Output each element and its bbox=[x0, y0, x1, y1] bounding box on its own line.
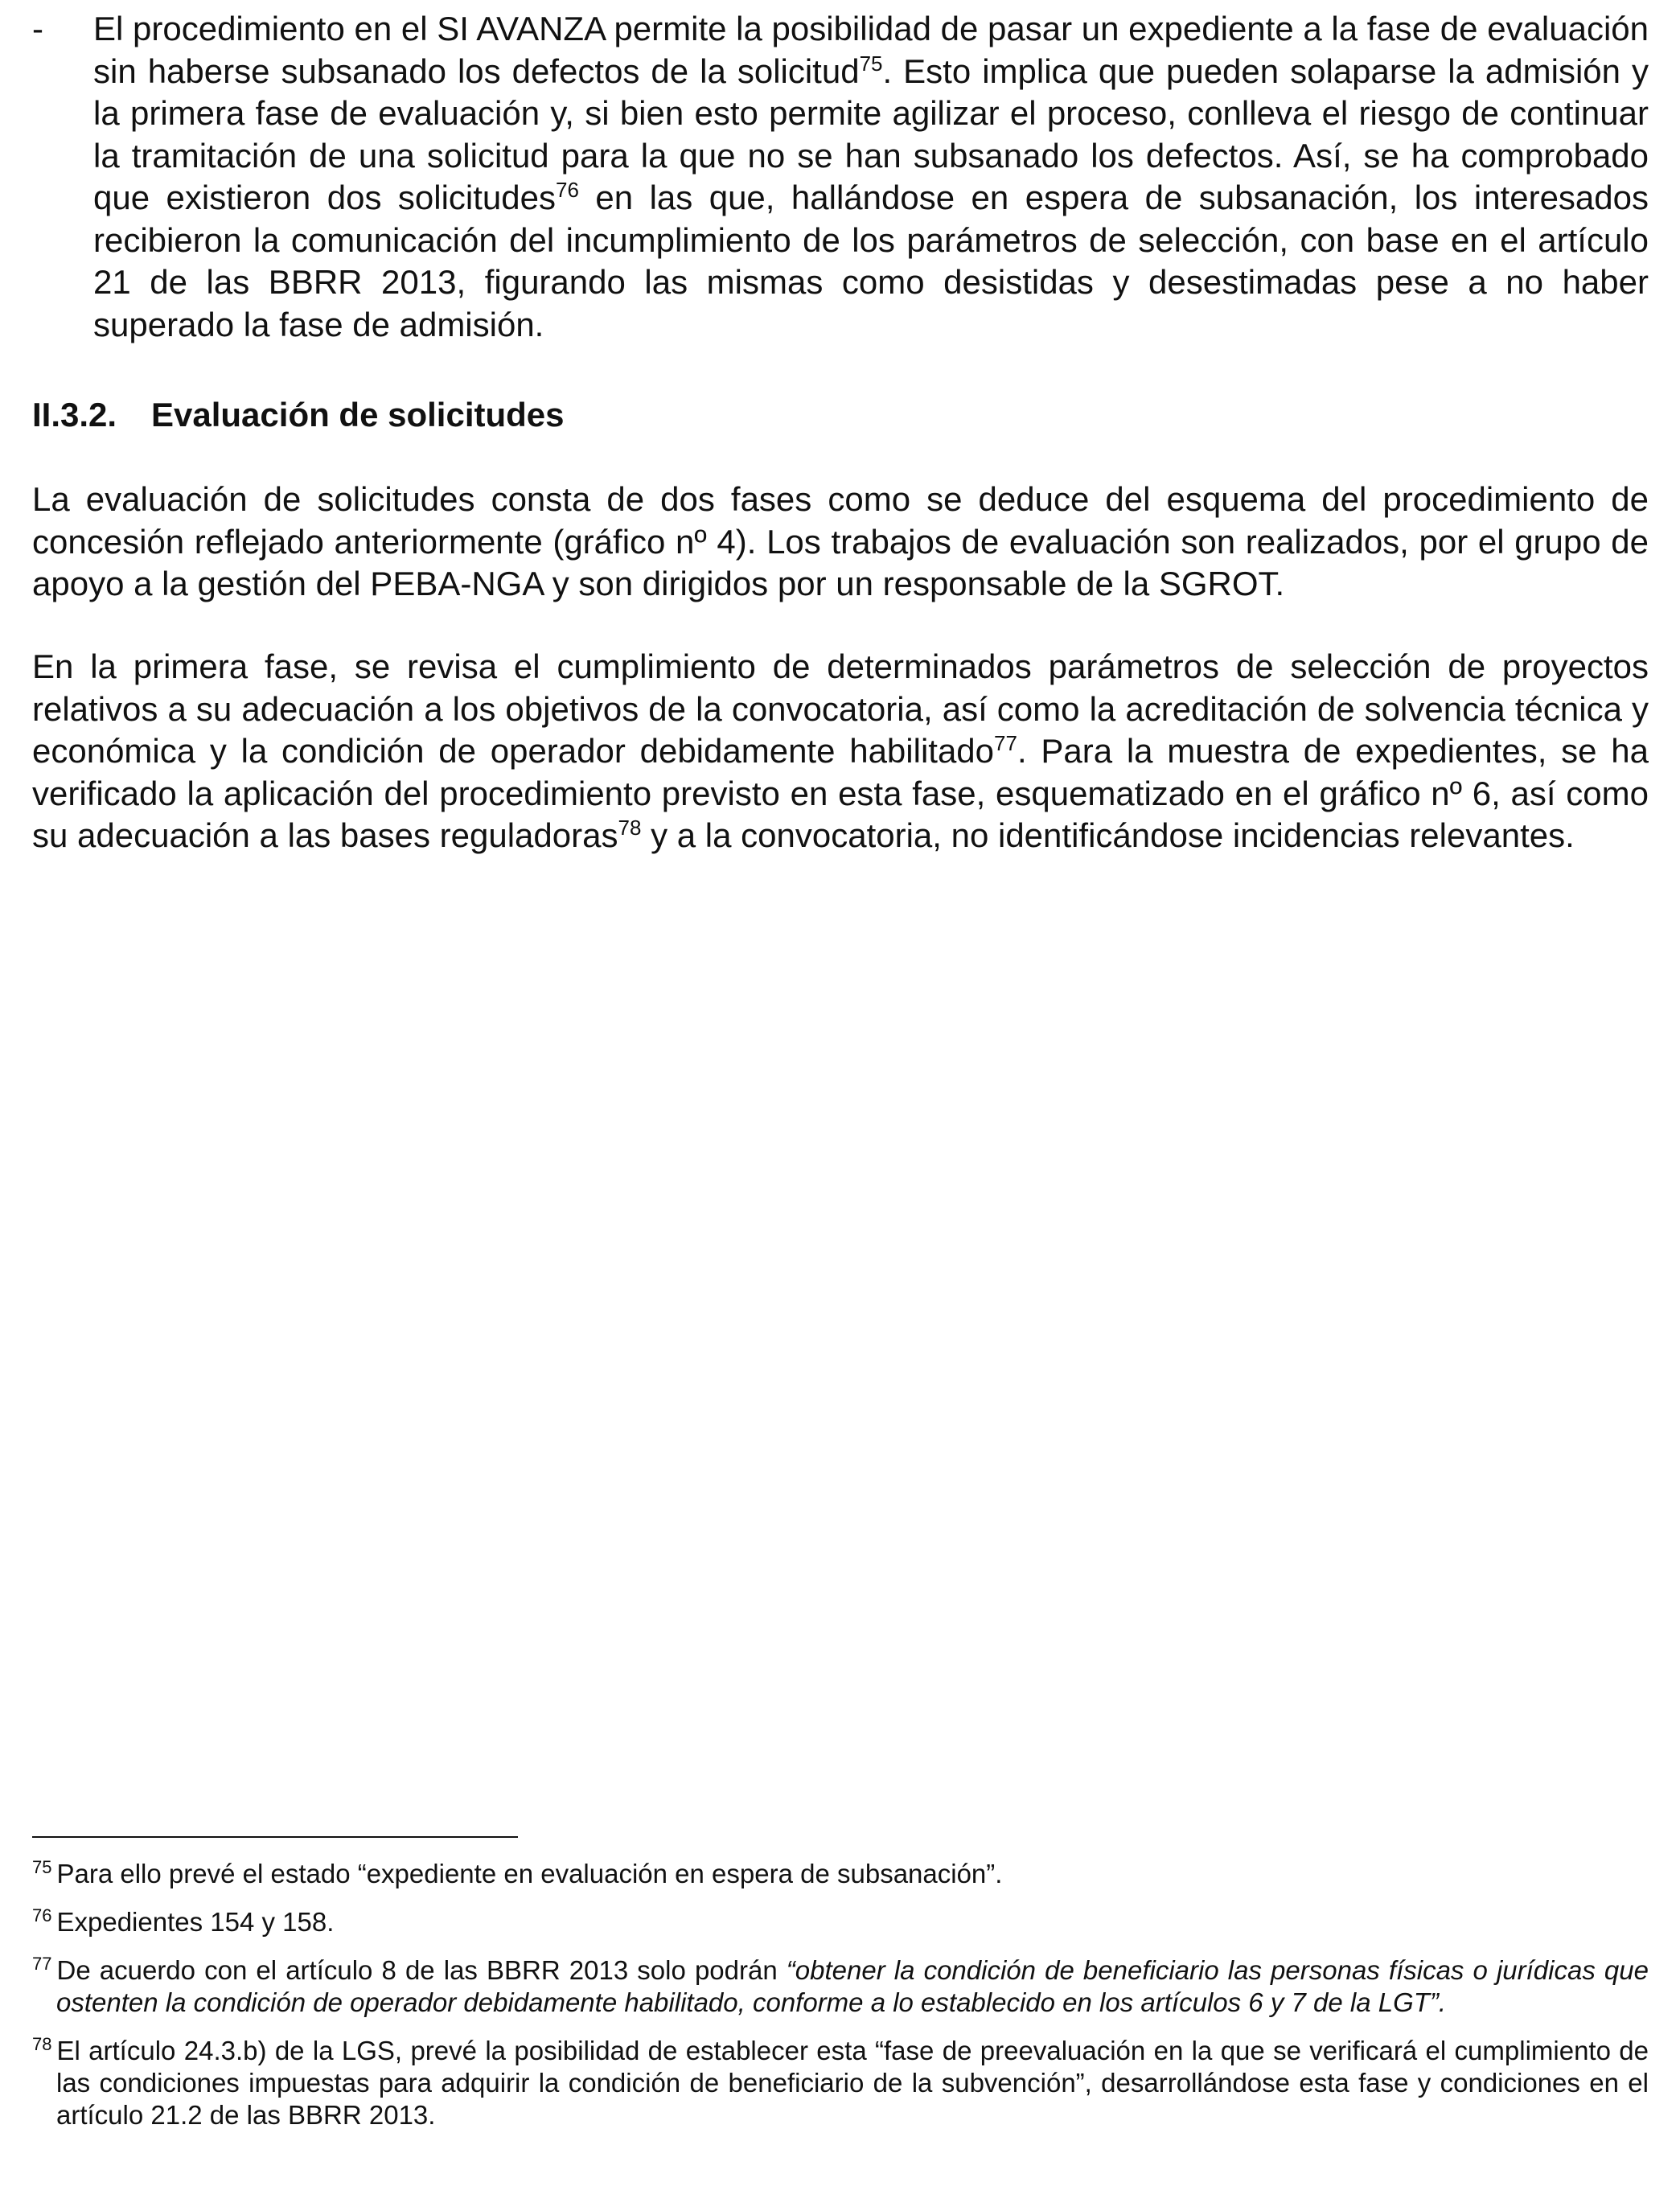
footnote-quote: “obtener la condición de beneficiario las personas físicas o jurídicas que ostenten la condición de operador debidamente habilitado, conforme a lo establecido en los artículos 6 y 7 de la LGT”. bbox=[56, 1955, 1649, 2017]
paragraph-2-text-2: . Para la muestra de expedientes, se ha verificado la aplicación del procedimiento previsto en esta fase, esquematizado en el gráfico nº 6, así como su adecuación a las bases reguladoras bbox=[32, 732, 1649, 854]
bullet-text-1: El procedimiento en el SI AVANZA permite la posibilidad de pasar un expediente a la fase de evaluación sin haberse subsanado los defectos de la solicitud bbox=[93, 10, 1649, 90]
footnote-ref-75[interactable]: 75 bbox=[859, 51, 883, 76]
section-number: II.3.2. bbox=[32, 396, 117, 434]
footnote-76 bbox=[32, 1906, 1649, 1938]
paragraph-2-text-3: y a la convocatoria, no identificándose incidencias relevantes. bbox=[641, 816, 1575, 854]
section-heading bbox=[32, 394, 565, 437]
paragraph-1-text: La evaluación de solicitudes consta de dos fases como se deduce del esquema del procedimiento de concesión reflejado anteriormente (gráfico nº 4). Los trabajos de evaluación son realizados, por el grupo de apoyo a la gestión del PEBA-NGA y son dirigidos por un responsable de la SGROT. bbox=[32, 480, 1649, 602]
footnote-ref-77[interactable]: 77 bbox=[994, 731, 1017, 755]
footnote-text: De acuerdo con el artículo 8 de las BBRR 2013 solo podrán bbox=[56, 1955, 787, 1985]
footnote-separator bbox=[32, 1836, 518, 1838]
footnote-77 bbox=[32, 1954, 1649, 2019]
paragraph-evaluation-phases bbox=[32, 479, 1649, 606]
footnote-75 bbox=[32, 1858, 1649, 1890]
footnote-ref-76[interactable]: 76 bbox=[556, 178, 579, 202]
section-title: Evaluación de solicitudes bbox=[151, 396, 565, 434]
footnote-ref-78[interactable]: 78 bbox=[618, 816, 642, 840]
footnote-number: 75 bbox=[32, 1857, 52, 1877]
paragraph-first-phase bbox=[32, 646, 1649, 857]
footnote-text: Expedientes 154 y 158. bbox=[56, 1907, 335, 1937]
bullet-item bbox=[32, 8, 1649, 346]
footnote-number: 76 bbox=[32, 1905, 52, 1925]
footnote-number: 77 bbox=[32, 1954, 52, 1974]
paragraph-2-text-1: En la primera fase, se revisa el cumplimiento de determinados parámetros de selección de proyectos relativos a su adecuación a los objetivos de la convocatoria, así como la acreditación de solvencia técnica y económica y la condición de operador debidamente habilitado bbox=[32, 647, 1649, 770]
footnote-text: Para ello prevé el estado “expediente en evaluación en espera de subsanación”. bbox=[56, 1859, 1003, 1888]
footnote-78 bbox=[32, 2035, 1649, 2131]
bullet-marker: - bbox=[32, 10, 43, 47]
bullet-paragraph bbox=[93, 8, 1649, 346]
paragraph-2-text bbox=[32, 646, 1649, 857]
footnotes bbox=[32, 1858, 1649, 2147]
footnote-text: El artículo 24.3.b) de la LGS, prevé la posibilidad de establecer esta “fase de preevaluación en la que se verificará el cumplimiento de las condiciones impuestas para adquirir la condición de beneficiario de la subvención”, desarrollándose esta fase y condiciones en el artículo 21.2 de las BBRR 2013. bbox=[56, 2036, 1649, 2130]
bullet-text-2: . Esto implica que pueden solaparse la admisión y la primera fase de evaluación y, si bien esto permite agilizar el proceso, conlleva el riesgo de continuar la tramitación de una solicitud para la que no se han subsanado los defectos. Así, se ha comprobado que existieron dos solicitudes bbox=[93, 51, 1649, 216]
bullet-text-3: en las que, hallándose en espera de subsanación, los interesados recibieron la comunicación del incumplimiento de los parámetros de selección, con base en el artículo 21 de las BBRR 2013, figurando las mismas como desistidas y desestimadas pese a no haber superado la fase de admisión. bbox=[93, 179, 1649, 343]
footnote-number: 78 bbox=[32, 2034, 52, 2054]
